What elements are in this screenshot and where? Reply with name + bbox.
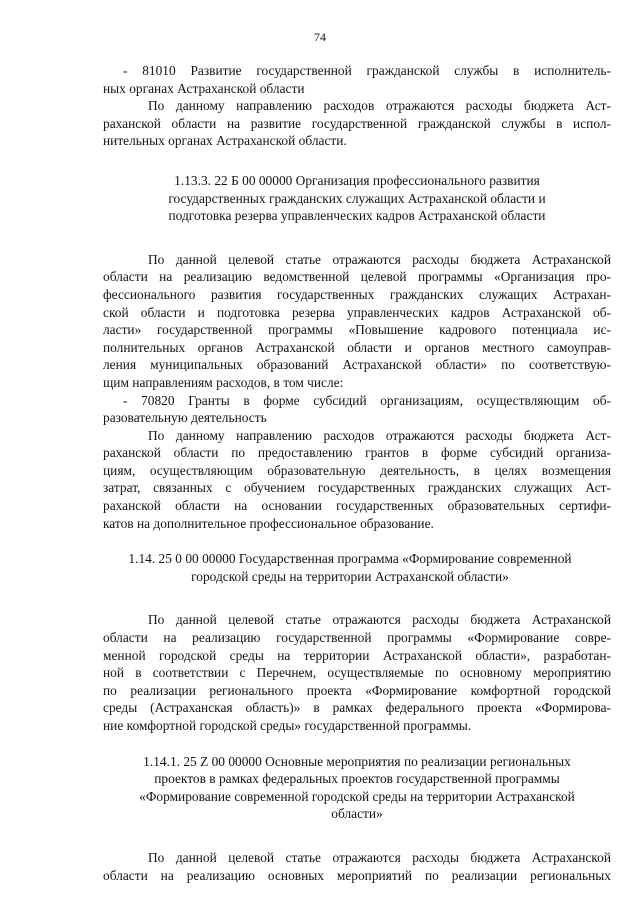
section-heading-1-13-3 — [103, 172, 611, 225]
heading-line: 1.14. 25 0 00 00000 Государственная программа «Формирование современной — [128, 551, 572, 567]
text-line: По данной целевой статье отражаются расходы бюджета Астраханской — [148, 612, 611, 628]
text-line: по реализации регионального проекта «Формирование комфортной городской — [103, 682, 611, 698]
heading-line: городской среды на территории Астраханской области» — [191, 568, 509, 584]
text-line: раханской области по предоставлению грантов в форме субсидий организа- — [103, 445, 611, 461]
text-line: По данному направлению расходов отражаются расходы бюджета Аст- — [148, 427, 611, 443]
text-line: ных органах Астраханской области — [103, 80, 305, 96]
heading-line: 1.14.1. 25 Z 00 00000 Основные мероприятия по реализации региональных — [143, 753, 571, 769]
section-body-1-14-1 — [103, 849, 611, 884]
document-body — [103, 62, 611, 884]
text-line: области на реализацию государственной программы «Формирование совре- — [103, 630, 611, 646]
section-body-1-13-3 — [103, 251, 611, 533]
text-line: раханской области на основании государственных образовательных сертифи- — [103, 498, 611, 514]
text-line: По данной целевой статье отражаются расходы бюджета Астраханской — [148, 251, 611, 267]
text-line: раханской области на развитие государственной гражданской службы в испол- — [103, 115, 611, 131]
heading-line: области» — [331, 806, 383, 822]
heading-line: проектов в рамках федеральных проектов государственной программы — [154, 771, 560, 787]
expense-item-81010 — [103, 62, 611, 150]
text-line: ления муниципальных образований Астраханской области» по соответствую- — [103, 357, 611, 373]
text-line: По данному направлению расходов отражаются расходы бюджета Аст- — [148, 98, 611, 114]
text-line: среды (Астраханская область)» в рамках федерального проекта «Формирова- — [103, 700, 611, 716]
text-line: - 70820 Гранты в форме субсидий организациям, осуществляющим об- — [123, 392, 611, 408]
text-line: ской области и подготовка резерва управленческих кадров Астраханской об- — [103, 304, 611, 320]
text-line: области на реализацию основных мероприятий по реализации региональных — [103, 867, 611, 883]
text-line: катов на дополнительное профессиональное образование. — [103, 515, 434, 531]
heading-line: подготовка резерва управленческих кадров Астраханской области — [168, 208, 546, 224]
text-line: По данной целевой статье отражаются расходы бюджета Астраханской — [148, 849, 611, 865]
heading-line: государственных гражданских служащих Астраханской области и — [168, 190, 546, 206]
section-heading-1-14 — [89, 550, 611, 585]
text-line: менной городской среды на территории Астраханской области», разработан- — [103, 647, 611, 663]
page-number: 74 — [314, 30, 326, 44]
text-line: нительных органах Астраханской области. — [103, 133, 347, 149]
section-body-1-14 — [103, 611, 611, 734]
text-line: циям, осуществляющим образовательную деятельность, в целях возмещения — [103, 462, 611, 478]
text-line: ние комфортной городской среды» государственной программы. — [103, 718, 472, 733]
text-line: разовательную деятельность — [103, 410, 267, 426]
text-line: - 81010 Развитие государственной гражданской службы в исполнитель- — [123, 63, 611, 78]
text-line: затрат, связанных с обучением государственных гражданских служащих Аст- — [103, 480, 611, 496]
text-line: фессионального развития государственных гражданских служащих Астрахан- — [103, 286, 611, 302]
text-line: полнительных органов Астраханской области и органов местного самоуправ- — [103, 339, 611, 355]
text-line: ласти» государственной программы «Повышение кадрового потенциала ис- — [103, 322, 611, 338]
heading-line: «Формирование современной городской среды на территории Астраханской — [139, 788, 575, 804]
heading-line: 1.13.3. 22 Б 00 00000 Организация профессионального развития — [174, 172, 540, 188]
section-heading-1-14-1 — [103, 753, 611, 823]
text-line: ной в соответствии с Перечнем, осуществляемые по основному мероприятию — [103, 665, 611, 681]
text-line: области на реализацию ведомственной целевой программы «Организация про- — [103, 269, 611, 285]
text-line: щим направлениям расходов, в том числе: — [103, 374, 344, 390]
